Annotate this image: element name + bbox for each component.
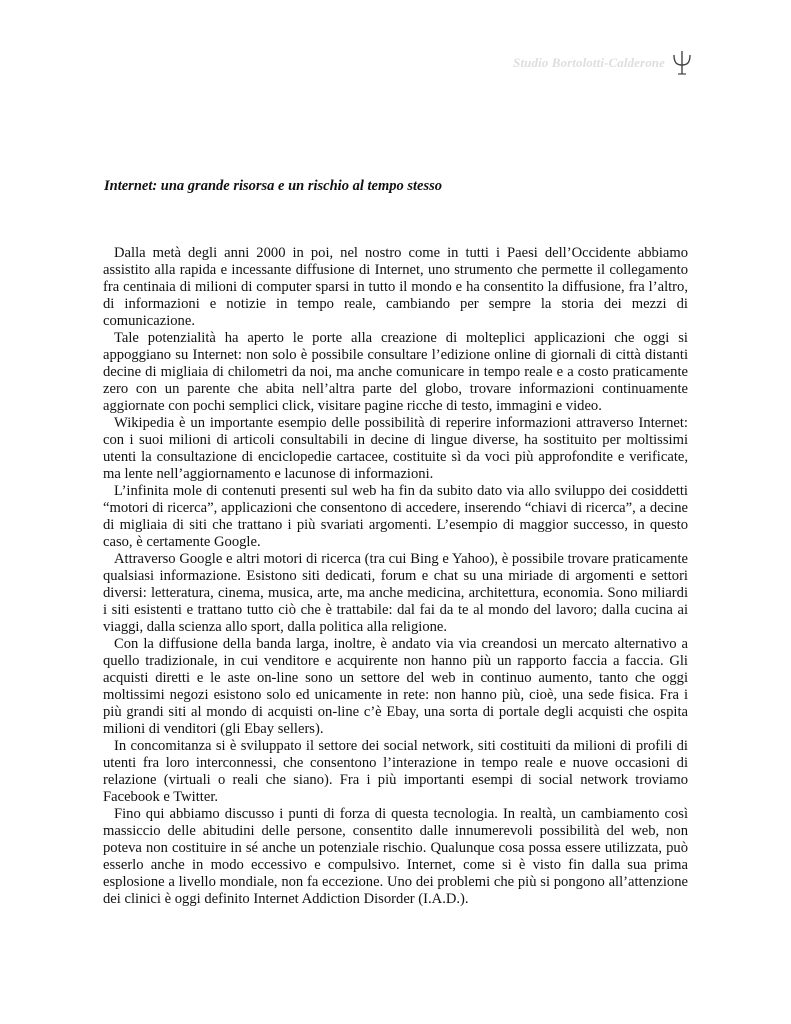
article-body [103,245,688,908]
paragraph: In concomitanza si è sviluppato il settore dei social network, siti costituiti da milioni di profili di utenti fra loro interconnessi, che consentono l’interazione in tempo reale e nuove occasioni di relazione (virtuali o reali che siano). Fra i più importanti esempi di social network troviamo Facebook e Twitter. [103,738,688,805]
paragraph: L’infinita mole di contenuti presenti sul web ha fin da subito dato via allo sviluppo dei cosiddetti “motori di ricerca”, applicazioni che consentono di accedere, inserendo “chiavi di ricerca”, a decine di migliaia di siti che trattano i più svariati argomenti. L’esempio di maggior successo, in questo caso, è certamente Google. [103,483,688,550]
paragraph: Tale potenzialità ha aperto le porte alla creazione di molteplici applicazioni che oggi si appoggiano su Internet: non solo è possibile consultare l’edizione online di giornali di città distanti decine di migliaia di chilometri da noi, ma anche comunicare in tempo reale e a costo praticamente zero con un parente che abita nell’altra parte del globo, trovare informazioni continuamente aggiornate con pochi semplici click, visitare pagine ricche di testo, immagini e video. [103,330,688,414]
psi-icon [671,50,693,76]
article-title: Internet: una grande risorsa e un rischio al tempo stesso [104,178,442,194]
paragraph: Fino qui abbiamo discusso i punti di forza di questa tecnologia. In realtà, un cambiamento così massiccio delle abitudini delle persone, consentito dalle innumerevoli possibilità del web, non poteva non costituire in sé anche un potenziale rischio. Qualunque cosa possa essere utilizzata, può esserlo anche in modo eccessivo e compulsivo. Internet, come si è visto fin dalla sua prima esplosione a livello mondiale, non fa eccezione. Uno dei problemi che più si pongono all’attenzione dei clinici è oggi definito Internet Addiction Disorder (I.A.D.). [103,806,688,907]
paragraph: Con la diffusione della banda larga, inoltre, è andato via via creandosi un mercato alternativo a quello tradizionale, in cui venditore e acquirente non hanno più un rapporto faccia a faccia. Gli acquisti diretti e le aste on-line sono un settore del web in continuo aumento, tanto che oggi moltissimi negozi esistono solo ed unicamente in rete: non hanno più, cioè, una sede fisica. Fra i più grandi siti al mondo di acquisti on-line c’è Ebay, una sorta di portale degli acquisti che ospita milioni di venditori (gli Ebay sellers). [103,636,688,737]
page-header [513,50,693,76]
paragraph: Wikipedia è un importante esempio delle possibilità di reperire informazioni attraverso Internet: con i suoi milioni di articoli consultabili in decine di lingue diverse, ha sostituito per moltissimi utenti la consultazione di enciclopedie cartacee, costituite sì da voci più approfondite e verificate, ma lente nell’aggiornamento e lacunose di informazioni. [103,415,688,482]
paragraph: Attraverso Google e altri motori di ricerca (tra cui Bing e Yahoo), è possibile trovare praticamente qualsiasi informazione. Esistono siti dedicati, forum e chat su una miriade di argomenti e settori diversi: letteratura, cinema, musica, arte, ma anche medicina, architettura, economia. Sono miliardi i siti esistenti e trattano tutto ciò che è trattabile: dal fai da te al mondo del lavoro; dalla cucina ai viaggi, dalla scienza allo sport, dalla politica alla religione. [103,551,688,635]
studio-name: Studio Bortolotti-Calderone [513,55,665,70]
paragraph: Dalla metà degli anni 2000 in poi, nel nostro come in tutti i Paesi dell’Occidente abbiamo assistito alla rapida e incessante diffusione di Internet, uno strumento che permette il collegamento fra centinaia di milioni di computer sparsi in tutto il mondo e ha consentito la diffusione, fra l’altro, di informazioni e notizie in tempo reale, cambiando per sempre la storia dei mezzi di comunicazione. [103,245,688,329]
